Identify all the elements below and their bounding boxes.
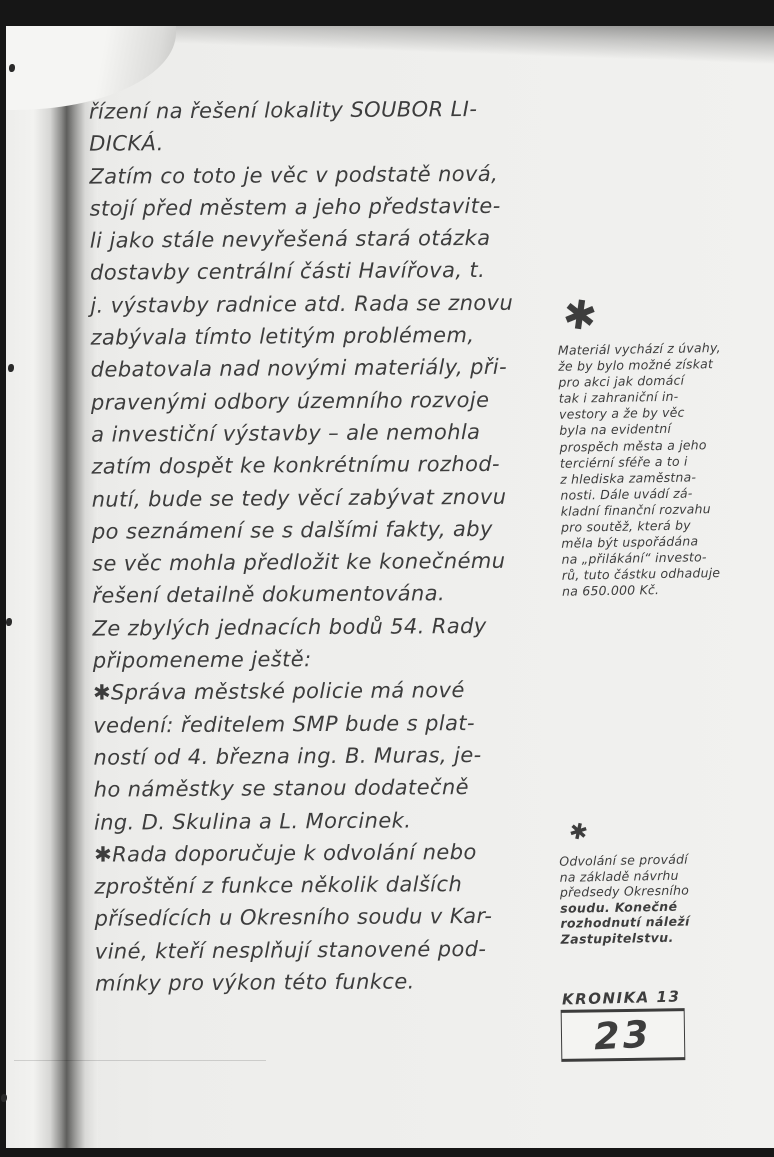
text-line: debatovala nad novými materiály, při- [90,355,508,383]
margin-note-line: Odvolání se provádí [559,851,688,869]
margin-note-line: byla na evidentní [559,421,672,439]
scan-frame-bottom [0,1148,774,1157]
text-line: pravenými odbory územního rozvoje [90,387,490,415]
text-line: j. výstavby radnice atd. Rada se znovu [90,290,514,318]
text-line: ností od 4. března ing. B. Muras, je- [93,742,482,770]
text-line: řešení detailně dokumentována. [92,581,446,609]
text-line: ho náměstky se stanou dodatečně [93,775,470,802]
text-line: mínky pro výkon této funkce. [94,969,415,996]
margin-note-1-asterisk-icon: ✱ [559,290,600,342]
text-line: zproštění z funkce několik dalších [94,872,463,899]
text-line: a investiční výstavby – ale nemohla [91,419,481,447]
margin-note-1 [558,339,767,600]
staple-mark [6,618,12,626]
page-number: 23 [593,1012,653,1058]
margin-note-line: kladní finanční rozvahu [560,501,711,519]
main-handwritten-text [89,92,575,1000]
text-line: ✱Rada doporučuje k odvolání nebo [94,839,477,867]
text-line: stojí před městem a jeho představite- [89,193,501,221]
margin-note-2 [559,850,766,947]
book-gutter-shadow [6,25,98,1148]
margin-note-line: prospěch města a jeho [559,436,707,455]
margin-note-line: rozhodnutí náleží [560,913,690,931]
text-line: ✱Správa městské policie má nové [92,678,465,706]
text-line: připomeneme ještě: [92,647,312,673]
text-line: li jako stále nevyřešená stará otázka [89,226,491,253]
text-line: ing. D. Skulina a L. Morcinek. [93,807,412,835]
margin-note-line: měla být uspořádána [561,533,699,551]
margin-note-line: Zastupitelstvu. [560,929,674,947]
margin-note-line: že by bylo možné získat [558,356,714,374]
margin-note-line: na 650.000 Kč. [561,582,660,600]
text-line: Zatím co toto je věc v podstatě nová, [89,161,499,189]
text-line: DICKÁ. [89,131,164,156]
text-line: Ze zbylých jednacích bodů 54. Rady [92,613,487,641]
scan-frame-left [0,0,6,1157]
margin-note-line: na „přilákání“ investo- [561,549,707,567]
text-line: vedení: ředitelem SMP bude s plat- [93,710,475,738]
staple-mark [9,64,15,72]
text-line: se věc mohla předložit ke konečnému [92,548,506,576]
margin-note-line: nosti. Dále uvádí zá- [560,485,693,503]
text-line: řízení na řešení lokality SOUBOR LI- [88,96,478,124]
text-line: viné, kteří nesplňují stanovené pod- [94,936,487,964]
page-number-box [561,1008,686,1062]
margin-note-line: pro soutěž, která by [560,517,691,535]
margin-note-line: rů, tuto částku odhaduje [561,565,721,584]
margin-note-line: pro akci jak domácí [558,372,685,390]
text-line: zatím dospět ke konkrétnímu rozhod- [91,452,501,479]
margin-note-line: terciérní sféře a to i [559,453,688,471]
margin-note-line: na základě návrhu [559,867,679,885]
margin-note-line: tak i zahraniční in- [558,388,679,407]
text-line: nutí, bude se tedy věcí zabývat znovu [91,484,507,512]
margin-note-line: předsedy Okresního [559,882,690,900]
text-line: přísedících u Okresního soudu v Kar- [94,904,493,932]
staple-mark [8,364,14,372]
margin-note-line: soudu. Konečné [560,898,678,916]
margin-note-line: z hlediska zaměstna- [560,469,697,487]
text-line: zabývala tímto letitým problémem, [90,323,475,350]
text-line: po seznámení se s dalšími fakty, aby [91,516,493,544]
margin-note-line: vestory a že by věc [558,404,685,423]
staple-mark [1,1094,7,1102]
scan-artifact-line [14,1060,266,1061]
scan-frame-top [0,0,774,26]
chronicle-volume-label: KRONIKA 13 [561,987,681,1009]
margin-note-2-asterisk-icon: ✱ [566,818,590,847]
margin-note-line: Materiál vychází z úvahy, [557,339,721,358]
text-line: dostavby centrální části Havířova, t. [90,258,486,286]
